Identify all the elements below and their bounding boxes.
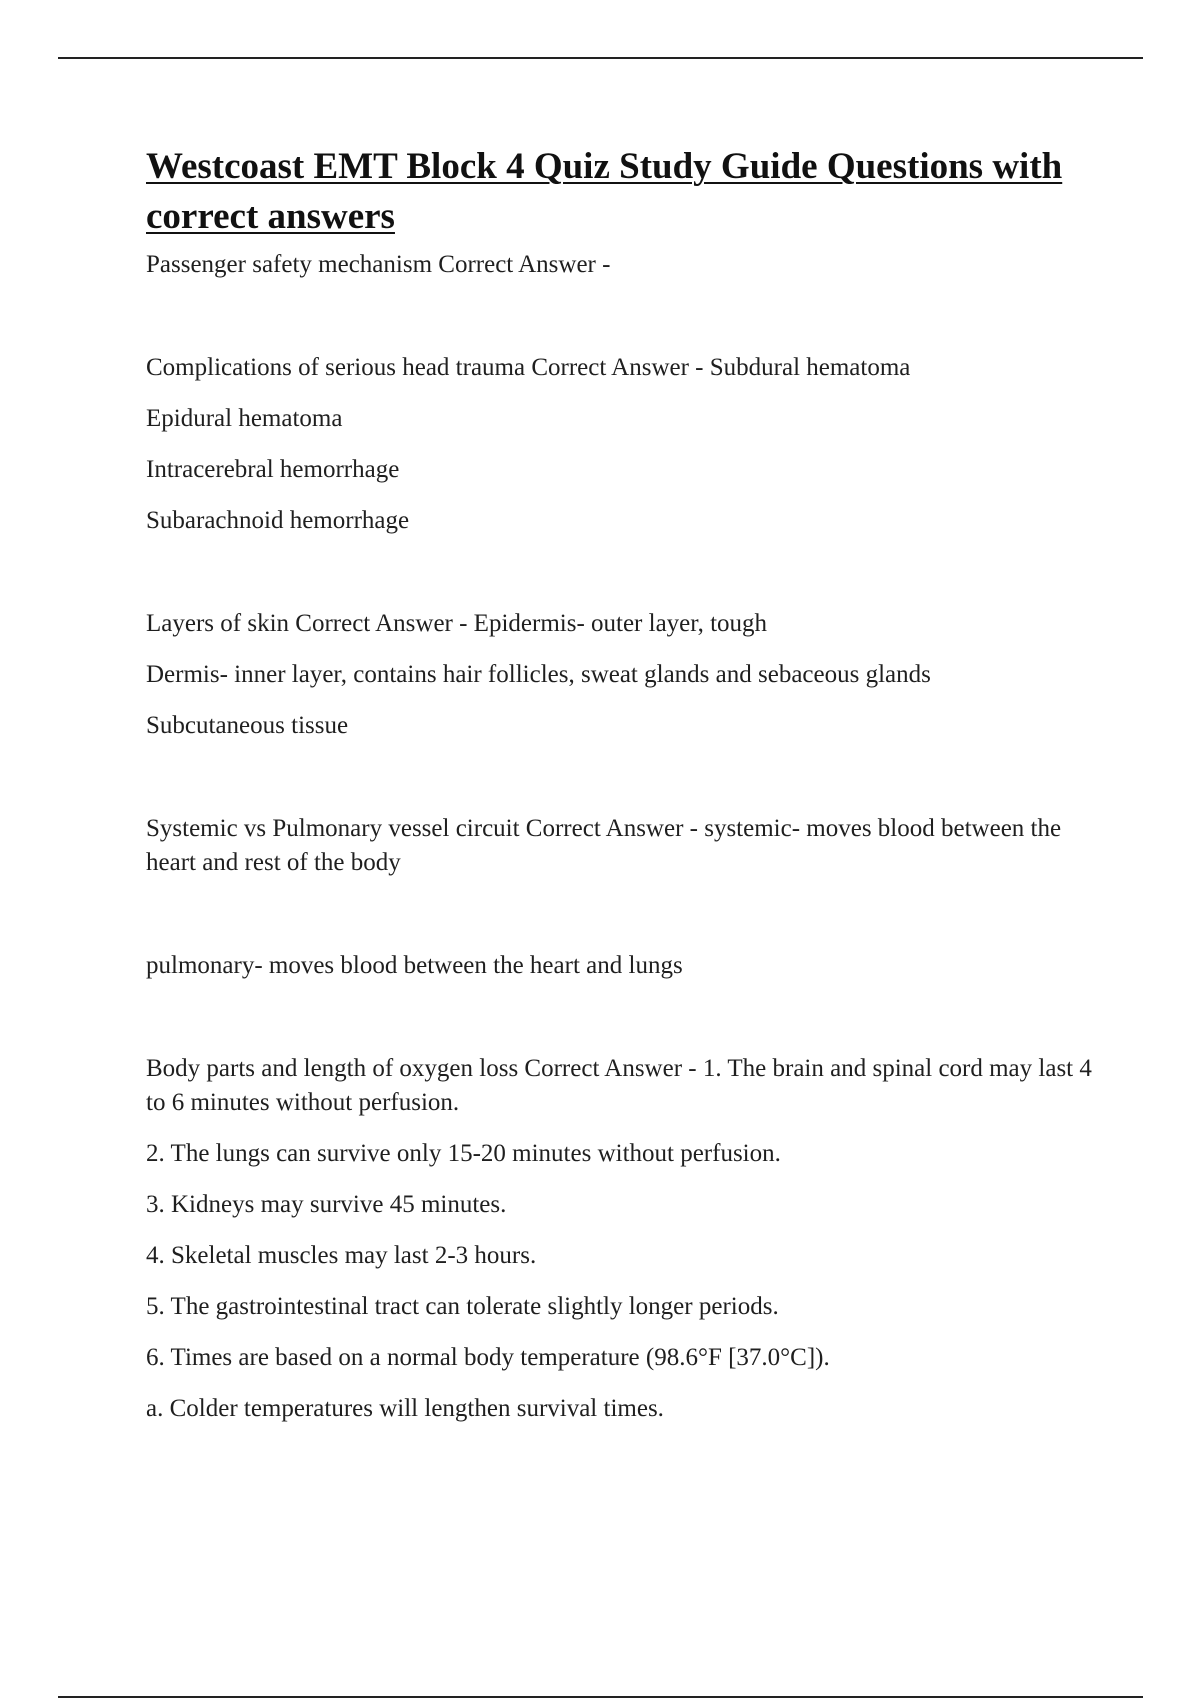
qa-entry-oxygen-loss — [146, 1052, 1106, 1426]
answer-line: 6. Times are based on a normal body temperature (98.6°F [37.0°C]). — [146, 1344, 830, 1371]
qa-entry-vessel-circuit — [146, 812, 1106, 880]
answer-line: 5. The gastrointestinal tract can tolerate slightly longer periods. — [146, 1293, 779, 1320]
answer-line: 3. Kidneys may survive 45 minutes. — [146, 1191, 507, 1218]
answer-line: Subcutaneous tissue — [146, 712, 349, 739]
answer-line: Dermis- inner layer, contains hair follicles, sweat glands and sebaceous glands — [146, 661, 931, 688]
answer-line: Subarachnoid hemorrhage — [146, 507, 410, 534]
qa-entry-skin-layers — [146, 607, 1106, 743]
document-title: Westcoast EMT Block 4 Quiz Study Guide Questions with correct answers — [146, 146, 1063, 237]
answer-line: a. Colder temperatures will lengthen survival times. — [146, 1395, 664, 1422]
document-body — [146, 142, 1106, 1426]
qa-entry-head-trauma — [146, 351, 1106, 538]
qa-entry-passenger-safety — [146, 248, 1106, 282]
answer-line: 2. The lungs can survive only 15-20 minutes without perfusion. — [146, 1140, 781, 1167]
qa-entry-pulmonary — [146, 949, 1106, 983]
bottom-rule — [58, 1696, 1143, 1698]
answer-line: pulmonary- moves blood between the heart and lungs — [146, 952, 683, 979]
question-text: Layers of skin Correct Answer - Epidermis- outer layer, tough — [146, 610, 768, 637]
answer-line: Intracerebral hemorrhage — [146, 456, 400, 483]
answer-line: Epidural hematoma — [146, 405, 343, 432]
question-text: Systemic vs Pulmonary vessel circuit Correct Answer - systemic- moves blood between the heart and rest of the body — [146, 815, 1068, 876]
question-text: Passenger safety mechanism Correct Answer - — [146, 251, 611, 278]
answer-line: 4. Skeletal muscles may last 2-3 hours. — [146, 1242, 537, 1269]
top-rule — [58, 57, 1143, 59]
question-text: Body parts and length of oxygen loss Correct Answer - 1. The brain and spinal cord may last 4 to 6 minutes without perfusion. — [146, 1055, 1099, 1116]
question-text: Complications of serious head trauma Correct Answer - Subdural hematoma — [146, 354, 911, 381]
